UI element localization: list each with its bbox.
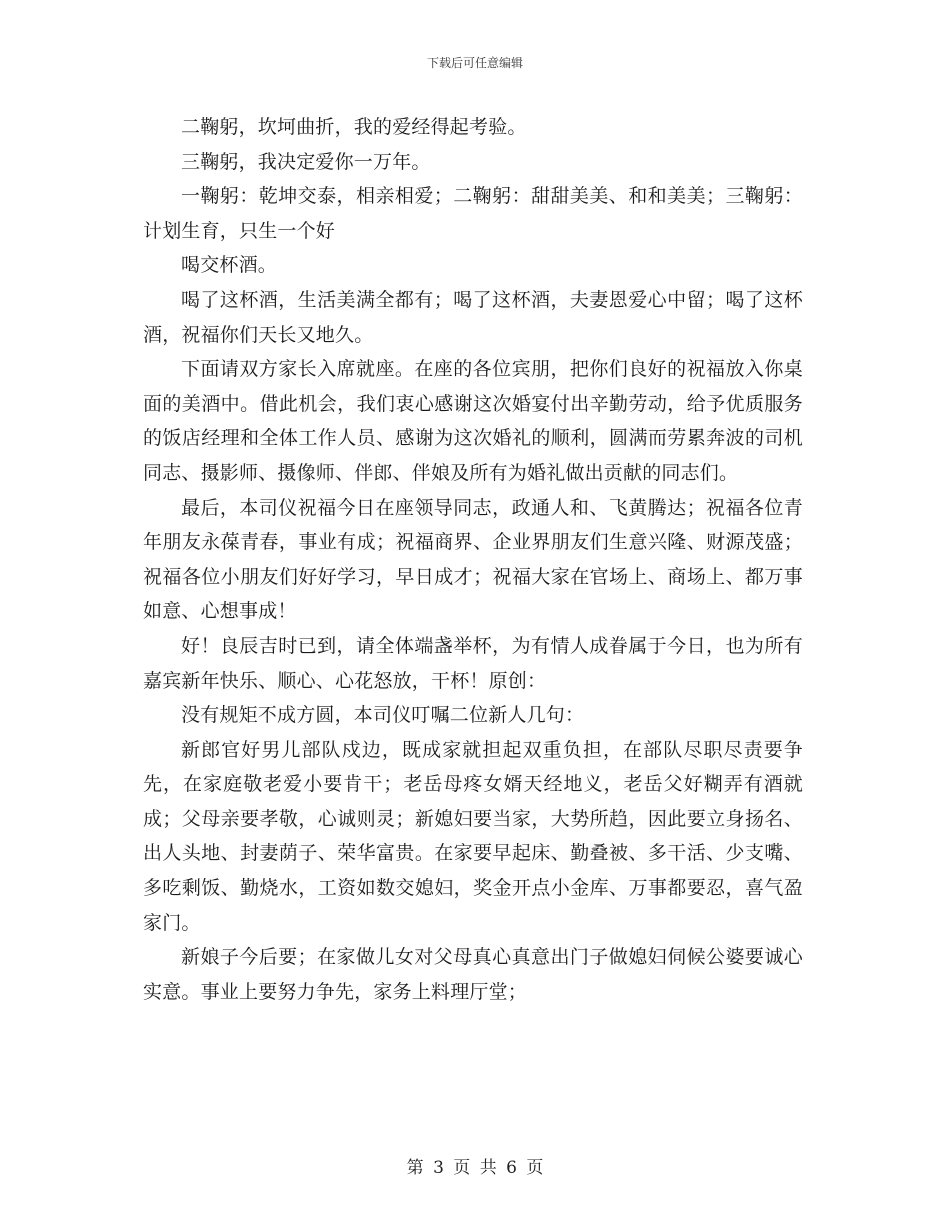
document-body	[143, 110, 803, 1009]
page-header-note: 下载后可任意编辑	[426, 56, 523, 70]
paragraph: 最后，本司仪祝福今日在座领导同志，政通人和、飞黄腾达；祝福各位青年朋友永葆青春，事业有成；祝福商界、企业界朋友们生意兴隆、财源茂盛；祝福各位小朋友们好好学习，早日成才；祝福大家在官场上、商场上、都万事如意、心想事成！	[143, 496, 803, 623]
paragraph: 喝了这杯酒，生活美满全都有；喝了这杯酒，夫妻恩爱心中留；喝了这杯酒，祝福你们天长又地久。	[143, 288, 803, 346]
paragraph: 新娘子今后要；在家做儿女对父母真心真意出门子做媳妇伺候公婆要诚心实意。事业上要努力争先，家务上料理厅堂；	[143, 946, 803, 1003]
paragraph: 下面请双方家长入席就座。在座的各位宾朋，把你们良好的祝福放入你桌面的美酒中。借此机会，我们衷心感谢这次婚宴付出辛勤劳动，给予优质服务的饭店经理和全体工作人员、感谢为这次婚礼的顺利，圆满而劳累奔波的司机同志、摄影师、摄像师、伴郎、伴娘及所有为婚礼做出贡献的同志们。	[143, 358, 803, 484]
page-number: 第 3 页 共 6 页	[406, 1158, 544, 1178]
paragraph: 新郎官好男儿部队戍边，既成家就担起双重负担，在部队尽职尽责要争先，在家庭敬老爱小要肯干；老岳母疼女婿天经地义，老岳父好糊弄有酒就成；父母亲要孝敬，心诚则灵；新媳妇要当家，大势所趋，因此要立身扬名、出人头地、封妻荫子、荣华富贵。在家要早起床、勤叠被、多干活、少支嘴、多吃剩饭、勤烧水，工资如数交媳妇，奖金开点小金库、万事都要忍，喜气盈家门。	[143, 738, 803, 934]
paragraph: 没有规矩不成方圆，本司仪叮嘱二位新人几句：	[181, 704, 585, 727]
paragraph: 三鞠躬，我决定爱你一万年。	[181, 150, 431, 173]
paragraph: 二鞠躬，坎坷曲折，我的爱经得起考验。	[181, 116, 527, 138]
paragraph: 一鞠躬：乾坤交泰，相亲相爱；二鞠躬：甜甜美美、和和美美；三鞠躬：计划生育，只生一个好	[143, 185, 803, 242]
paragraph: 喝交杯酒。	[181, 254, 278, 277]
paragraph: 好！良辰吉时已到，请全体端盏举杯，为有情人成眷属于今日，也为所有嘉宾新年快乐、顺心、心花怒放，干杯！原创：	[143, 634, 803, 692]
